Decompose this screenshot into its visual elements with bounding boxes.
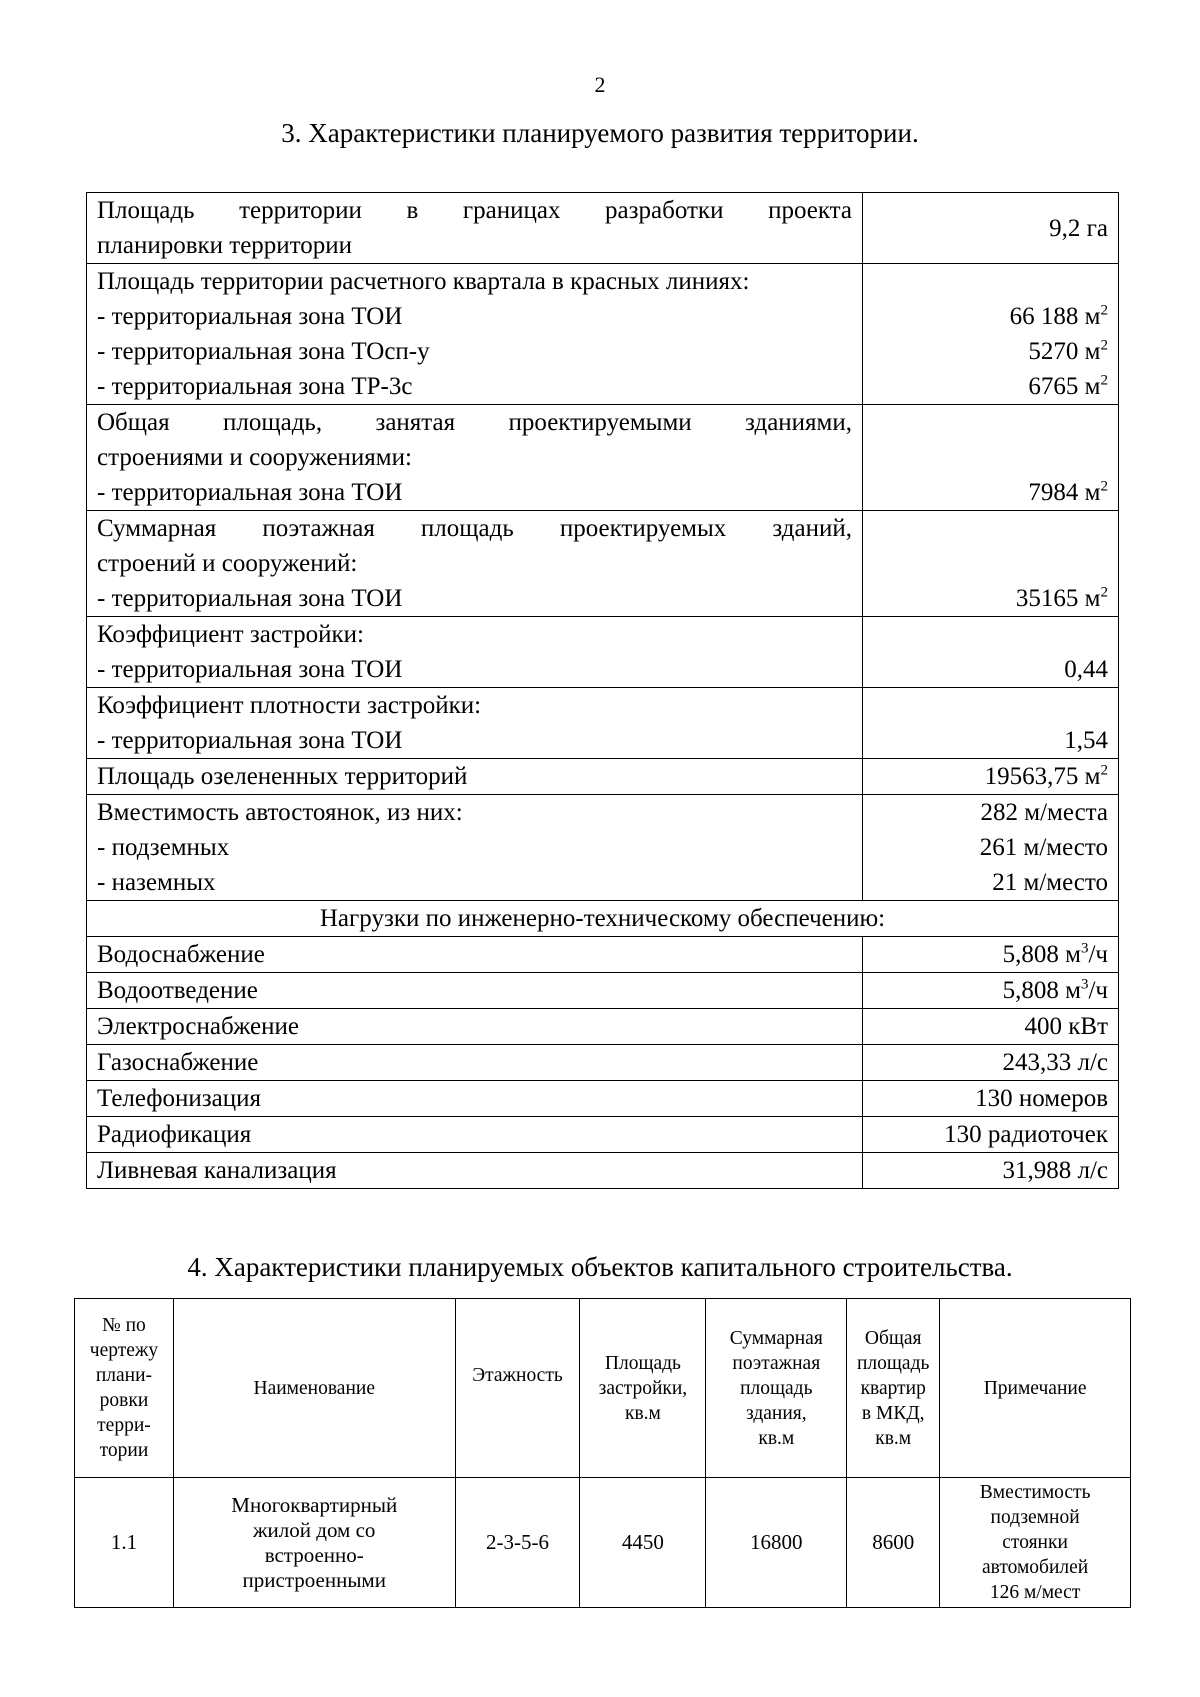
cell-build-area: 4450	[580, 1478, 706, 1608]
row-label: Ливневая канализация	[87, 1153, 863, 1189]
capital-objects-table	[74, 1298, 1131, 1608]
col-header-floors: Этажность	[455, 1299, 580, 1478]
row-label: Электроснабжение	[87, 1009, 863, 1045]
cell-apartment-area: 8600	[847, 1478, 940, 1608]
row-value: 35165 $м^2$	[863, 511, 1119, 617]
row-label: Общая площадь, занятая проектируемыми зданиями, строениями и сооружениями: - территориальная зона ТОИ	[87, 405, 863, 511]
row-value: 1,54	[863, 688, 1119, 759]
row-value: 400 кВт	[863, 1009, 1119, 1045]
col-header-total-area: Суммарная поэтажная площадь здания, кв.м	[706, 1299, 847, 1478]
cell-name: Многоквартирный жилой дом со встроенно- пристроенными	[173, 1478, 455, 1608]
table-row	[87, 511, 1119, 617]
table-row	[75, 1478, 1131, 1608]
col-header-number: № по чертежу плани- ровки терри- тории	[75, 1299, 174, 1478]
table-row	[87, 617, 1119, 688]
table-header-row	[75, 1299, 1131, 1478]
table-row	[87, 264, 1119, 405]
row-value: 130 радиоточек	[863, 1117, 1119, 1153]
row-value: 282 м/места 261 м/место 21 м/место	[863, 795, 1119, 901]
table-row	[87, 405, 1119, 511]
cell-total-area: 16800	[706, 1478, 847, 1608]
row-value: 130 номеров	[863, 1081, 1119, 1117]
row-label: Вместимость автостоянок, из них: - подземных - наземных	[87, 795, 863, 901]
table-row	[87, 795, 1119, 901]
row-value: 5,808 $м^3/ч$	[863, 973, 1119, 1009]
row-label: Коэффициент плотности застройки: - территориальная зона ТОИ	[87, 688, 863, 759]
row-value: 9,2 га	[863, 193, 1119, 264]
table-row	[87, 1009, 1119, 1045]
cell-floors: 2-3-5-6	[455, 1478, 580, 1608]
table-row	[87, 937, 1119, 973]
section-4-title: 4. Характеристики планируемых объектов капитального строительства.	[187, 1252, 1013, 1282]
table-row	[87, 193, 1119, 264]
engineering-loads-header: Нагрузки по инженерно-техническому обеспечению:	[87, 901, 1119, 937]
col-header-note: Примечание	[940, 1299, 1131, 1478]
cell-note: Вместимость подземной стоянки автомобилей 126 м/мест	[940, 1478, 1131, 1608]
row-label: Коэффициент застройки: - территориальная зона ТОИ	[87, 617, 863, 688]
col-header-name: Наименование	[173, 1299, 455, 1478]
row-value: 7984 $м^2$	[863, 405, 1119, 511]
row-label: Радиофикация	[87, 1117, 863, 1153]
row-label: Площадь территории расчетного квартала в красных линиях: - территориальная зона ТОИ - территориальная зона ТОсп-у - территориальная зона ТР-3с	[87, 264, 863, 405]
territory-characteristics-table	[86, 192, 1119, 1189]
row-value: 243,33 л/с	[863, 1045, 1119, 1081]
table-row	[87, 759, 1119, 795]
table-row	[87, 1081, 1119, 1117]
col-header-apartment-area: Общая площадь квартир в МКД, кв.м	[847, 1299, 940, 1478]
row-value: 31,988 л/с	[863, 1153, 1119, 1189]
cell-number: 1.1	[75, 1478, 174, 1608]
table-row	[87, 688, 1119, 759]
row-value: 5,808 $м^3/ч$	[863, 937, 1119, 973]
row-value: 19563,75 $м^2$	[863, 759, 1119, 795]
table-row	[87, 1153, 1119, 1189]
row-label: Площадь озелененных территорий	[87, 759, 863, 795]
col-header-build-area: Площадь застройки, кв.м	[580, 1299, 706, 1478]
page-number: 2	[594, 72, 606, 97]
row-label: Газоснабжение	[87, 1045, 863, 1081]
row-label: Суммарная поэтажная площадь проектируемых зданий, строений и сооружений: - территориальная зона ТОИ	[87, 511, 863, 617]
row-label: Телефонизация	[87, 1081, 863, 1117]
table-row	[87, 973, 1119, 1009]
table-section-header	[87, 901, 1119, 937]
row-value: 66 188 $м^2$ 5270 $м^2$ 6765 $м^2$	[863, 264, 1119, 405]
row-label: Водоотведение	[87, 973, 863, 1009]
table-row	[87, 1045, 1119, 1081]
row-label: Водоснабжение	[87, 937, 863, 973]
row-value: 0,44	[863, 617, 1119, 688]
row-label: Площадь территории в границах разработки проекта планировки территории	[87, 193, 863, 264]
table-row	[87, 1117, 1119, 1153]
section-3-title: 3. Характеристики планируемого развития территории.	[281, 118, 919, 148]
